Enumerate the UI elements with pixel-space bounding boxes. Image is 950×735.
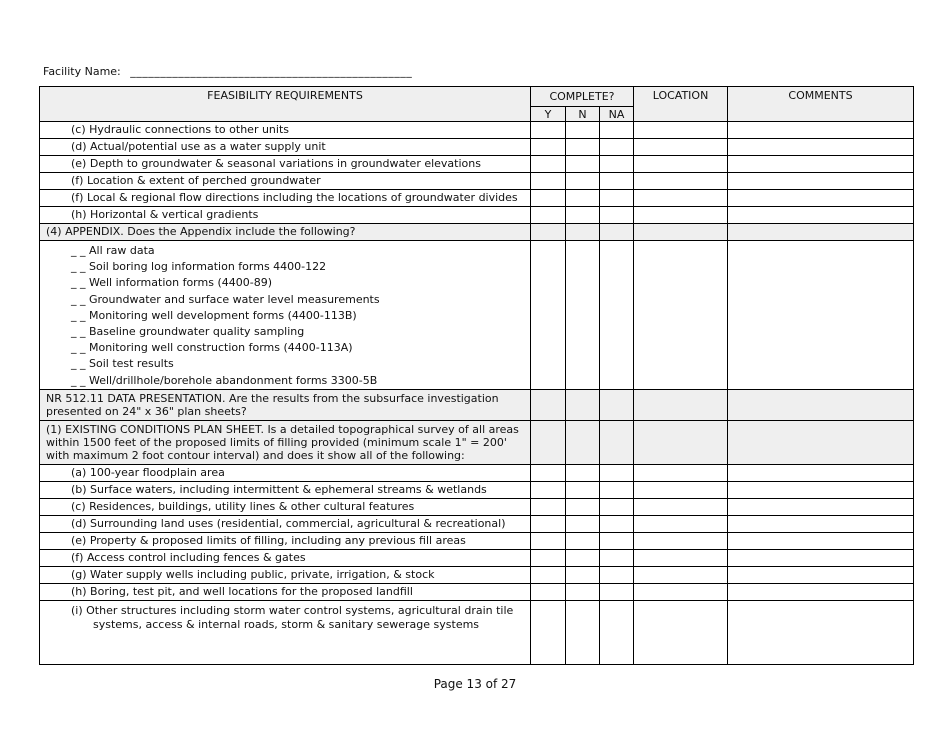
appendix-heading: (4) APPENDIX. Does the Appendix include the following?: [40, 224, 531, 241]
comments-cell[interactable]: [728, 207, 914, 224]
appendix-item[interactable]: _ _ Groundwater and surface water level measurements: [71, 292, 380, 306]
requirement-text: (e) Depth to groundwater & seasonal variations in groundwater elevations: [40, 156, 531, 173]
requirement-text: (f) Location & extent of perched groundwater: [40, 173, 531, 190]
comments-cell[interactable]: [728, 498, 914, 515]
na-cell[interactable]: [600, 207, 634, 224]
appendix-items-row: [40, 241, 914, 390]
existing-conditions-text: (1) EXISTING CONDITIONS PLAN SHEET. Is a detailed topographical survey of all areas within 1500 feet of the proposed limits of filling provided (minimum scale 1" = 200' with maximum 2 foot contour interval) and does it show all of the following:: [40, 420, 531, 464]
requirement-text: (f) Local & regional flow directions including the locations of groundwater divides: [40, 190, 531, 207]
requirement-text: (h) Boring, test pit, and well locations for the proposed landfill: [40, 583, 531, 600]
y-cell[interactable]: [531, 583, 566, 600]
comments-cell[interactable]: [728, 481, 914, 498]
appendix-checklist: [40, 241, 531, 390]
na-cell[interactable]: [600, 566, 634, 583]
location-cell[interactable]: [634, 498, 728, 515]
y-cell[interactable]: [531, 600, 566, 664]
table-row: [40, 122, 914, 139]
n-cell[interactable]: [566, 241, 600, 390]
requirement-text: (d) Actual/potential use as a water supply unit: [40, 139, 531, 156]
na-cell[interactable]: [600, 600, 634, 664]
na-cell[interactable]: [600, 481, 634, 498]
comments-cell[interactable]: [728, 464, 914, 481]
n-cell[interactable]: [566, 156, 600, 173]
n-cell[interactable]: [566, 122, 600, 139]
requirement-text: (b) Surface waters, including intermittent & ephemeral streams & wetlands: [40, 481, 531, 498]
n-cell[interactable]: [566, 464, 600, 481]
comments-cell[interactable]: [728, 241, 914, 390]
appendix-item[interactable]: _ _ Monitoring well construction forms (4400-113A): [71, 341, 353, 355]
y-cell[interactable]: [531, 207, 566, 224]
na-cell[interactable]: [600, 241, 634, 390]
n-cell[interactable]: [566, 515, 600, 532]
na-cell[interactable]: [600, 515, 634, 532]
y-cell[interactable]: [531, 190, 566, 207]
comments-cell[interactable]: [728, 549, 914, 566]
na-cell[interactable]: [600, 464, 634, 481]
table-row: [40, 207, 914, 224]
table-row: [40, 464, 914, 481]
y-cell[interactable]: [531, 498, 566, 515]
appendix-item[interactable]: _ _ All raw data: [71, 244, 155, 257]
comments-cell[interactable]: [728, 566, 914, 583]
requirement-text: (f) Access control including fences & gates: [40, 549, 531, 566]
location-cell[interactable]: [634, 532, 728, 549]
n-cell[interactable]: [566, 173, 600, 190]
y-cell[interactable]: [531, 549, 566, 566]
n-cell[interactable]: [566, 498, 600, 515]
requirement-text-multiline: [40, 600, 531, 664]
location-cell[interactable]: [634, 481, 728, 498]
table-row: [40, 532, 914, 549]
header-location: LOCATION: [634, 87, 728, 122]
location-cell[interactable]: [634, 173, 728, 190]
na-cell[interactable]: [600, 122, 634, 139]
table-row: [40, 566, 914, 583]
requirement-text: (e) Property & proposed limits of filling, including any previous fill areas: [40, 532, 531, 549]
header-comments: COMMENTS: [728, 87, 914, 122]
na-cell[interactable]: [600, 532, 634, 549]
feasibility-table: [39, 86, 914, 665]
location-cell[interactable]: [634, 207, 728, 224]
location-cell[interactable]: [634, 549, 728, 566]
y-cell[interactable]: [531, 481, 566, 498]
table-row: [40, 173, 914, 190]
y-cell[interactable]: [531, 241, 566, 390]
requirement-text: (d) Surrounding land uses (residential, commercial, agricultural & recreational): [40, 515, 531, 532]
na-cell[interactable]: [600, 549, 634, 566]
n-cell[interactable]: [566, 583, 600, 600]
table-row: [40, 190, 914, 207]
appendix-item[interactable]: _ _ Soil boring log information forms 4400-122: [71, 260, 327, 274]
location-cell[interactable]: [634, 190, 728, 207]
appendix-item[interactable]: _ _ Well information forms (4400-89): [71, 276, 273, 290]
header-n: N: [566, 107, 600, 122]
location-cell[interactable]: [634, 122, 728, 139]
comments-cell[interactable]: [728, 139, 914, 156]
table-row: [40, 515, 914, 532]
comments-cell[interactable]: [728, 173, 914, 190]
header-requirements: FEASIBILITY REQUIREMENTS: [40, 87, 531, 122]
n-cell[interactable]: [566, 600, 600, 664]
y-cell[interactable]: [531, 532, 566, 549]
n-cell[interactable]: [566, 549, 600, 566]
existing-conditions-row: [40, 420, 914, 464]
header-complete: COMPLETE?: [531, 87, 634, 107]
n-cell[interactable]: [566, 481, 600, 498]
table-row: [40, 156, 914, 173]
table-row: [40, 498, 914, 515]
header-row: [40, 87, 914, 107]
location-cell[interactable]: [634, 583, 728, 600]
na-cell[interactable]: [600, 190, 634, 207]
page-number: Page 13 of 27: [433, 677, 517, 691]
n-cell[interactable]: [566, 532, 600, 549]
comments-cell[interactable]: [728, 190, 914, 207]
na-cell[interactable]: [600, 498, 634, 515]
facility-name-label: Facility Name:: [43, 65, 121, 78]
header-y: Y: [531, 107, 566, 122]
y-cell[interactable]: [531, 515, 566, 532]
table-row-last: [40, 600, 914, 664]
n-cell[interactable]: [566, 190, 600, 207]
location-cell[interactable]: [634, 566, 728, 583]
y-cell[interactable]: [531, 122, 566, 139]
appendix-item[interactable]: _ _ Soil test results: [71, 357, 174, 371]
y-cell[interactable]: [531, 464, 566, 481]
data-presentation-text: NR 512.11 DATA PRESENTATION. Are the results from the subsurface investigation presented on 24" x 36" plan sheets?: [40, 389, 531, 420]
comments-cell[interactable]: [728, 600, 914, 664]
appendix-item[interactable]: _ _ Well/drillhole/borehole abandonment forms 3300-5B: [71, 373, 378, 387]
na-cell[interactable]: [600, 583, 634, 600]
location-cell[interactable]: [634, 156, 728, 173]
comments-cell[interactable]: [728, 122, 914, 139]
y-cell[interactable]: [531, 139, 566, 156]
requirement-text: (h) Horizontal & vertical gradients: [40, 207, 531, 224]
requirement-text: (c) Hydraulic connections to other units: [40, 122, 531, 139]
y-cell[interactable]: [531, 566, 566, 583]
comments-cell[interactable]: [728, 156, 914, 173]
table-row: [40, 583, 914, 600]
location-cell[interactable]: [634, 241, 728, 390]
requirement-text: (a) 100-year floodplain area: [40, 464, 531, 481]
y-cell[interactable]: [531, 156, 566, 173]
table-row: [40, 549, 914, 566]
comments-cell[interactable]: [728, 515, 914, 532]
na-cell[interactable]: [600, 139, 634, 156]
appendix-section-row: [40, 224, 914, 241]
n-cell[interactable]: [566, 207, 600, 224]
facility-name-line[interactable]: _______________________________________________: [130, 65, 413, 78]
n-cell[interactable]: [566, 566, 600, 583]
header-na: NA: [600, 107, 634, 122]
comments-cell[interactable]: [728, 532, 914, 549]
appendix-item[interactable]: _ _ Baseline groundwater quality sampling: [71, 325, 305, 339]
location-cell[interactable]: [634, 464, 728, 481]
y-cell[interactable]: [531, 173, 566, 190]
location-cell[interactable]: [634, 515, 728, 532]
location-cell[interactable]: [634, 139, 728, 156]
data-presentation-row: [40, 389, 914, 420]
na-cell[interactable]: [600, 156, 634, 173]
table-row: [40, 481, 914, 498]
na-cell[interactable]: [600, 173, 634, 190]
n-cell[interactable]: [566, 139, 600, 156]
table-row: [40, 139, 914, 156]
requirement-text: (c) Residences, buildings, utility lines & other cultural features: [40, 498, 531, 515]
last-item-text: (i) Other structures including storm water control systems, agricultural drain tile systems, access & internal roads, storm & sanitary sewerage systems: [71, 603, 514, 631]
appendix-item[interactable]: _ _ Monitoring well development forms (4400-113B): [71, 308, 357, 322]
facility-name-field: [43, 65, 412, 78]
comments-cell[interactable]: [728, 583, 914, 600]
location-cell[interactable]: [634, 600, 728, 664]
requirement-text: (g) Water supply wells including public, private, irrigation, & stock: [40, 566, 531, 583]
